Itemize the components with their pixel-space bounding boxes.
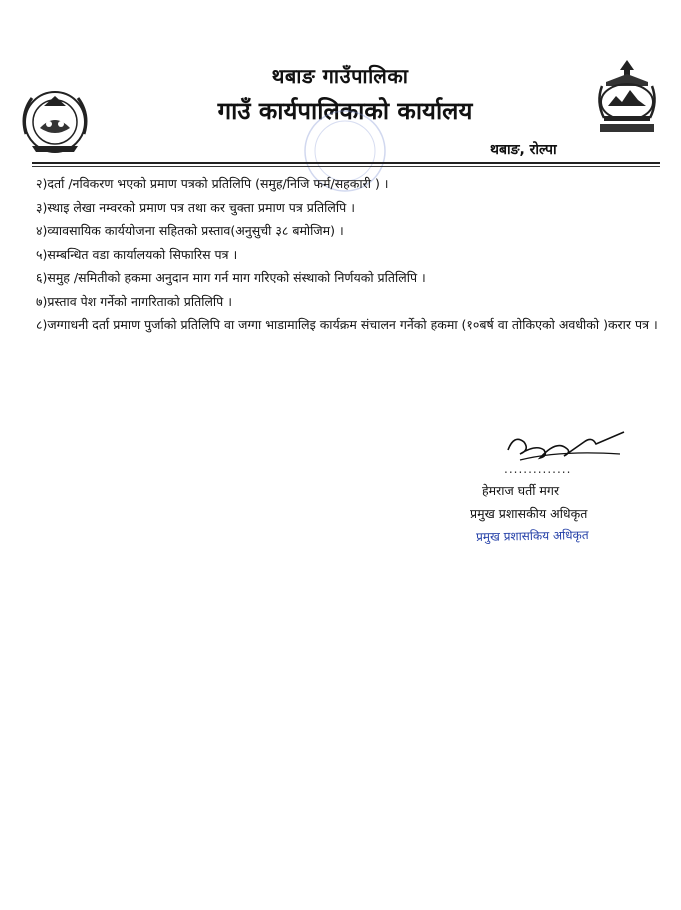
requirements-list <box>36 172 661 337</box>
signature-line: .............. <box>504 462 572 476</box>
requirement-item: ३)स्थाइ लेखा नम्वरको प्रमाण पत्र तथा कर चुक्ता प्रमाण पत्र प्रतिलिपि । <box>36 199 355 215</box>
office-location: थबाङ, रोल्पा <box>490 142 557 158</box>
requirement-item: ५)सम्बन्धित वडा कार्यालयको सिफारिस पत्र । <box>36 246 238 262</box>
requirement-item: ६)समुह /समितीको हकमा अनुदान माग गर्न माग गरिएको संस्थाको निर्णयको प्रतिलिपि । <box>36 270 426 285</box>
designation-stamp: प्रमुख प्रशासकिय अधिकृत <box>475 528 589 544</box>
office-title: थबाङ गाउँपालिका <box>271 64 409 88</box>
header-divider-thin <box>32 166 660 167</box>
signer-designation: प्रमुख प्रशासकीय अधिकृत <box>470 506 588 521</box>
signer-name: हेमराज घर्ती मगर <box>482 483 560 498</box>
requirement-item: २)दर्ता /नविकरण भएको प्रमाण पत्रको प्रतिलिपि (समुह/निजि फर्म/सहकारी ) । <box>36 176 389 191</box>
requirement-item: ४)व्यावसायिक कार्ययोजना सहितको प्रस्ताव(अनुसुची ३८ बमोजिम) । <box>36 223 344 238</box>
requirement-item: ८)जग्गाधनी दर्ता प्रमाण पुर्जाको प्रतिलिपि वा जग्गा भाडामालिइ कार्यक्रम संचालन गर्नेको हकमा (१०बर्ष वा तोकिएको अवधीको )करार पत्र । <box>36 317 658 332</box>
requirement-item: ७)प्रस्ताव पेश गर्नेको नागरिताको प्रतिलिपि । <box>36 293 232 309</box>
header-divider-thick <box>32 162 660 164</box>
office-subtitle: गाउँ कार्यपालिकाको कार्यालय <box>217 97 473 125</box>
municipality-logo-icon <box>594 56 660 138</box>
nepal-government-emblem-icon <box>14 84 96 156</box>
